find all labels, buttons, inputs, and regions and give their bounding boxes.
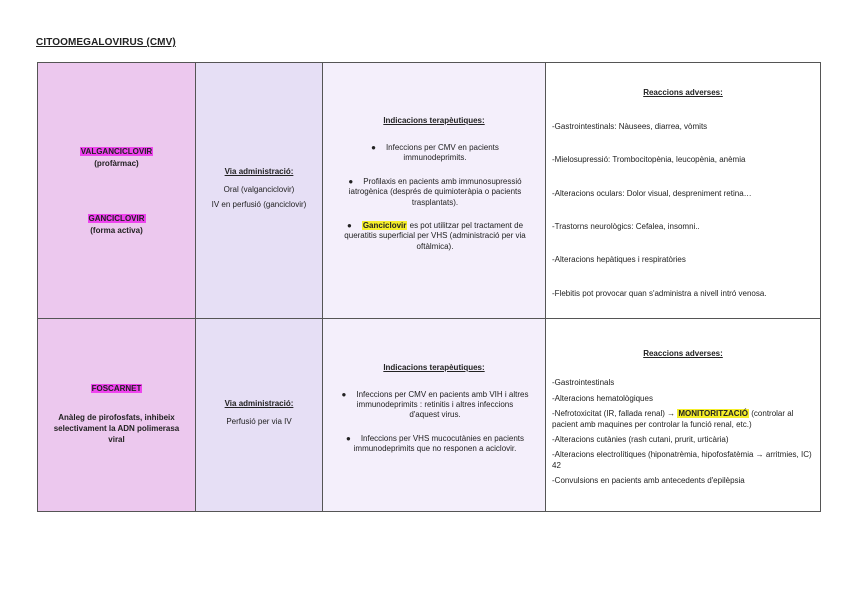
indications-cell: [323, 63, 546, 319]
drug-name: GANCICLOVIR: [88, 213, 145, 223]
list-item: ● Infeccions per VHS mucocutànies en pacients immunodeprimits que no responen a aciclovir.: [345, 433, 525, 454]
indications-heading: Indicacions terapèutiques:: [383, 362, 485, 372]
list-item: -Alteracions hematològiques: [552, 393, 653, 403]
indications-cell: [323, 319, 546, 512]
drug-subtitle: (forma activa): [90, 225, 143, 235]
bullet-icon: ●: [341, 389, 347, 399]
via-line: IV en perfusió (ganciclovir): [211, 199, 307, 209]
list-item: -Nefrotoxicitat (IR, fallada renal) → MONITORITZACIÓ (controlar al pacient amb maquines per controlar la funció renal, etc.): [552, 409, 794, 429]
drug-description: Anàleg de pirofosfats, inhibeix selectivament la ADN polimerasa viral: [53, 413, 180, 444]
drug-table: [37, 62, 821, 512]
bullet-icon: ●: [348, 176, 354, 186]
list-item: -Trastorns neurològics: Cefalea, insomni..: [552, 222, 700, 231]
drug-name: FOSCARNET: [91, 384, 142, 394]
list-item: ● Ganciclovir es pot utilitzar pel tractament de queratitis superficial per VHS (administració per via oftàlmica).: [344, 220, 526, 251]
list-item: -Alteracions cutànies (rash cutani, prurit, urticària): [552, 435, 729, 444]
list-item: ● Infeccions per CMV en pacients amb VIH i altres immunodeprimits : retinitis i altres infeccions d'aquest virus.: [341, 389, 529, 420]
indications-list: [323, 143, 545, 252]
list-item: -Gastrointestinals: Nàusees, diarrea, vòmits: [552, 121, 708, 131]
list-item: -Alteracions hepàtiques i respiratòries: [552, 255, 686, 265]
drug-name: VALGANCICLOVIR: [80, 146, 153, 156]
table-row: [38, 319, 821, 512]
drug-cell: [38, 319, 196, 512]
bullet-icon: ●: [346, 220, 352, 230]
highlight: MONITORITZACIÓ: [678, 409, 749, 419]
adverse-heading: Reaccions adverses:: [643, 87, 723, 97]
indications-heading: Indicacions terapèutiques:: [383, 115, 485, 125]
via-heading: Via administració:: [224, 398, 294, 408]
via-cell: [196, 319, 323, 512]
list-item: -Convulsions en pacients amb antecedents d'epilèpsia: [552, 476, 745, 486]
page-title: CITOOMEGALOVIRUS (CMV): [36, 37, 176, 48]
list-item: -Alteracions electrolítiques (hiponatrèmia, hipofosfatèmia → arritmies, IC) 42: [552, 450, 812, 470]
via-heading: Via administració:: [224, 166, 294, 176]
bullet-icon: ●: [371, 142, 376, 152]
highlight: Ganciclovir: [362, 220, 407, 230]
adverse-heading: Reaccions adverses:: [643, 349, 723, 359]
drug-subtitle: (profàrmac): [94, 158, 139, 168]
via-line: Oral (valganciclovir): [223, 184, 295, 194]
drug-cell: [38, 63, 196, 319]
list-item: -Flebitis pot provocar quan s'administra a nivell intró venosa.: [552, 288, 767, 298]
list-item: -Mielosupressió: Trombocitopènia, leucopènia, anèmia: [552, 155, 746, 165]
adverse-cell: [546, 319, 821, 512]
adverse-list: [546, 378, 820, 486]
indications-list: [323, 390, 545, 455]
list-item: -Alteracions oculars: Dolor visual, despreniment retina…: [552, 188, 752, 198]
list-item: -Gastrointestinals: [552, 378, 615, 388]
adverse-cell: [546, 63, 821, 319]
via-cell: [196, 63, 323, 319]
list-item: ● Infeccions per CMV en pacients immunodeprimits.: [371, 142, 499, 163]
bullet-icon: ●: [345, 433, 351, 443]
via-line: Perfusió per via IV: [226, 416, 292, 426]
table-row: [38, 63, 821, 319]
list-item: ● Profilaxis en pacients amb immunosupressió iatrogènica (després de quimioteràpia o pacients trasplantats).: [348, 176, 522, 207]
adverse-list: [546, 122, 820, 299]
